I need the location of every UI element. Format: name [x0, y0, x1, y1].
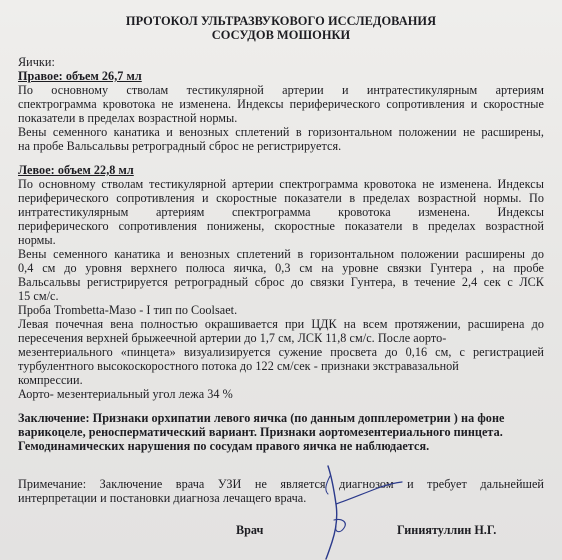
conclusion-line-3: Гемодинамических нарушения по сосудам правого яичка не наблюдается.	[18, 439, 430, 453]
left-testicle-line-2: периферического сопротивления и скоростные показатели в пределах возрастной нормы. По	[18, 191, 544, 205]
left-testicle-heading	[18, 163, 134, 177]
right-testicle-line-2: спектрограмма кровотока не изменена. Индексы периферического сопротивления и скоростные	[18, 97, 544, 111]
left-testicle-line-10: Проба Trombetta-Мазо - I тип по Coolsaet.	[18, 303, 238, 317]
conclusion-line-1: Заключение: Признаки орхипатии левого яичка (по данным допплерометрии ) на фоне	[18, 411, 505, 425]
right-testicle-heading	[18, 69, 142, 83]
right-testicle-heading-text: Правое: объем 26,7 мл	[18, 69, 142, 83]
right-testicle-line-5: на пробе Вальсальвы ретроградный сброс не регистрируется.	[18, 139, 342, 153]
note-line-2: интерпретации и постановки диагноза лечащего врача.	[18, 491, 307, 505]
left-testicle-line-14: турбулентного высокоскоростного потока до 122 см/сек - признаки экстравазальной	[18, 359, 459, 373]
left-testicle-line-11: Левая почечная вена полностью окрашивается при ЦДК на всем протяжении, расширена до	[18, 317, 544, 331]
left-testicle-heading-text: Левое: объем 22,8 мл	[18, 163, 134, 177]
left-testicle-line-15: компрессии.	[18, 373, 83, 387]
left-testicle-line-7: 0,4 см до уровня верхнего полюса яичка, 0,3 см на уровне связки Гунтера , на пробе	[18, 261, 544, 275]
left-testicle-line-5: нормы.	[18, 233, 56, 247]
left-testicle-line-1: По основному стволам тестикулярной артерии спектрограмма кровотока не изменена. Индексы	[18, 177, 544, 191]
left-testicle-line-12: пересечения верхней брыжеечной артерии до 1,7 см, ЛСК 11,8 см/с. После аорто-	[18, 331, 447, 345]
left-testicle-line-13: мезентериального «пинцета» визуализируется сужение просвета до 0,16 см, с регистрацией	[18, 345, 544, 359]
note-line-1: Примечание: Заключение врача УЗИ не является диагнозом и требует дальнейшей	[18, 477, 544, 491]
conclusion-line-2: варикоцеле, реноспермaтический вариант. Признаки аортомезентериального пинцета.	[18, 425, 503, 439]
doctor-signature	[290, 460, 440, 560]
left-testicle-line-4: периферического сопротивления понижены, скоростные показатели в пределах возрастной	[18, 219, 544, 233]
document-title-line-2: СОСУДОВ МОШОНКИ	[211, 28, 351, 42]
left-testicle-line-9: 15 см/с.	[18, 289, 59, 303]
left-testicle-line-8: Вальсальвы регистрируется ретроградный сброс до связки Гунтера, в течение 2,4 сек с ЛСК	[18, 275, 544, 289]
doctor-label: Врач	[236, 523, 264, 537]
section-label-testicles: Яички:	[18, 55, 55, 69]
right-testicle-line-1: По основному стволам тестикулярной артерии и интратестикулярным артериям	[18, 83, 544, 97]
right-testicle-line-3: показатели в пределах возрастной нормы.	[18, 111, 238, 125]
doctor-name: Гиниятуллин Н.Г.	[397, 523, 497, 537]
left-testicle-line-6: Вены семенного канатика и венозных сплетений в горизонтальном положении расширены до	[18, 247, 544, 261]
left-testicle-line-16: Аорто- мезентериальный угол лежа 34 %	[18, 387, 233, 401]
document-title-line-1: ПРОТОКОЛ УЛЬТРАЗВУКОВОГО ИССЛЕДОВАНИЯ	[125, 14, 437, 28]
left-testicle-line-3: интратестикулярным артериям спектрограмма кровотока изменена. Индексы	[18, 205, 544, 219]
right-testicle-line-4: Вены семенного канатика и венозных сплетений в горизонтальном положении не расширены,	[18, 125, 544, 139]
